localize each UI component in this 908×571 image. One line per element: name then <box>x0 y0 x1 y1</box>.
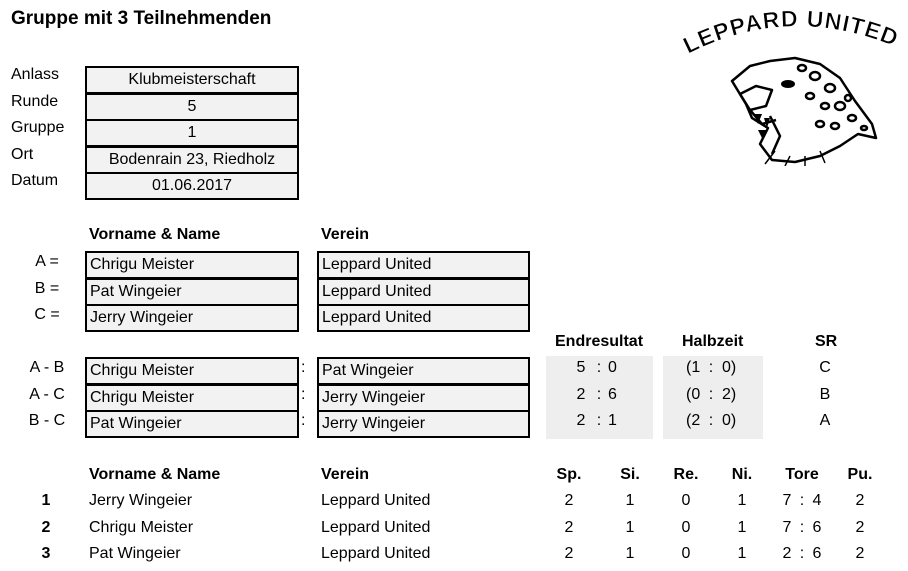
info-label: Datum <box>11 172 59 189</box>
match-away-field: Jerry Wingeier <box>317 384 530 412</box>
standing-points: 2 <box>855 492 865 509</box>
player-key: B = <box>34 279 60 297</box>
standing-rank: 3 <box>41 545 51 562</box>
standing-goals-for: 2 <box>782 545 792 562</box>
result-away: 0 <box>608 359 617 376</box>
players-name-header: Vorname & Name <box>89 226 221 243</box>
halftime-home: (0 <box>686 385 701 403</box>
standing-games: 2 <box>564 492 574 509</box>
result-separator: : <box>596 359 602 376</box>
info-value-field: 5 <box>85 93 299 121</box>
player-club-field: Leppard United <box>317 304 530 332</box>
standing-games: 2 <box>564 518 574 536</box>
games-header: Sp. <box>556 466 582 483</box>
standing-wins: 1 <box>625 545 635 562</box>
standing-club: Leppard United <box>321 545 431 562</box>
standing-games: 2 <box>564 545 574 562</box>
standing-losses: 1 <box>737 518 747 536</box>
result-separator: : <box>596 412 602 429</box>
info-value-field: Klubmeisterschaft <box>85 66 299 94</box>
player-name-field: Pat Wingeier <box>85 278 299 306</box>
match-away-field: Jerry Wingeier <box>317 410 530 438</box>
standing-points: 2 <box>855 518 865 536</box>
players-club-header: Verein <box>321 226 370 243</box>
result-away: 6 <box>608 385 617 403</box>
halftime-home: (1 <box>686 359 701 376</box>
match-separator: : <box>301 385 306 403</box>
standing-rank: 2 <box>41 518 51 536</box>
match-pair: A - C <box>29 385 65 403</box>
standing-draws: 0 <box>681 518 691 536</box>
standings-name-header: Vorname & Name <box>89 466 221 483</box>
standing-goals-separator: : <box>799 492 805 509</box>
goals-header: Tore <box>785 466 819 483</box>
draws-header: Re. <box>673 466 699 483</box>
standing-rank: 1 <box>41 492 51 509</box>
standings-club-header: Verein <box>321 466 370 483</box>
result-home: 2 <box>576 412 586 429</box>
player-name-field: Jerry Wingeier <box>85 304 299 332</box>
standing-goals-against: 6 <box>812 545 822 562</box>
match-away-field: Pat Wingeier <box>317 357 530 385</box>
standing-goals-for: 7 <box>782 492 792 509</box>
logo-text: LEPPARD UNITED <box>680 6 902 59</box>
halftime-away: 0) <box>722 359 737 376</box>
halftime-home: (2 <box>686 412 701 429</box>
standing-wins: 1 <box>625 492 635 509</box>
standing-goals-for: 7 <box>782 518 792 536</box>
info-value-field: 01.06.2017 <box>85 172 299 200</box>
standing-draws: 0 <box>681 492 691 509</box>
match-home-field: Chrigu Meister <box>85 357 299 385</box>
standing-losses: 1 <box>737 545 747 562</box>
standing-points: 2 <box>855 545 865 562</box>
standing-name: Pat Wingeier <box>89 545 181 562</box>
halftime-away: 2) <box>722 385 737 403</box>
standing-club: Leppard United <box>321 492 431 509</box>
match-pair: A - B <box>29 359 65 376</box>
leppard-logo <box>680 6 902 166</box>
standing-club: Leppard United <box>321 518 431 536</box>
halftime-separator: : <box>708 412 714 429</box>
halftime-separator: : <box>708 359 714 376</box>
standing-goals-against: 6 <box>812 518 822 536</box>
info-label: Gruppe <box>11 119 65 136</box>
standing-goals-separator: : <box>799 518 805 536</box>
info-value-field: Bodenrain 23, Riedholz <box>85 146 299 174</box>
match-referee: A <box>819 412 831 429</box>
match-home-field: Chrigu Meister <box>85 384 299 412</box>
standing-goals-against: 4 <box>812 492 822 509</box>
match-home-field: Pat Wingeier <box>85 410 299 438</box>
match-separator: : <box>301 412 306 429</box>
info-label: Anlass <box>11 66 60 83</box>
player-name-field: Chrigu Meister <box>85 251 299 279</box>
info-label: Runde <box>11 92 59 110</box>
referee-header: SR <box>815 333 838 350</box>
page-title: Gruppe mit 3 Teilnehmenden <box>11 8 272 29</box>
info-value-field: 1 <box>85 119 299 147</box>
standing-wins: 1 <box>625 518 635 536</box>
standing-draws: 0 <box>681 545 691 562</box>
player-club-field: Leppard United <box>317 278 530 306</box>
halftime-header: Halbzeit <box>682 333 744 350</box>
result-separator: : <box>596 385 602 403</box>
match-referee: B <box>819 385 831 403</box>
wins-header: Si. <box>620 466 640 483</box>
svg-text:LEPPARD UNITED <box>680 6 902 58</box>
match-pair: B - C <box>28 412 66 429</box>
halftime-separator: : <box>708 385 714 403</box>
halftime-away: 0) <box>722 412 737 429</box>
standing-name: Chrigu Meister <box>89 518 194 536</box>
player-club-field: Leppard United <box>317 251 530 279</box>
standing-name: Jerry Wingeier <box>89 492 193 509</box>
result-home: 5 <box>576 359 586 376</box>
match-referee: C <box>819 359 831 376</box>
points-header: Pu. <box>847 466 873 483</box>
info-label: Ort <box>11 145 34 163</box>
result-header: Endresultat <box>555 333 644 350</box>
leopard-icon <box>680 6 902 166</box>
losses-header: Ni. <box>731 466 753 483</box>
standing-goals-separator: : <box>799 545 805 562</box>
result-home: 2 <box>576 385 586 403</box>
match-separator: : <box>301 359 306 376</box>
player-key: A = <box>35 253 59 270</box>
player-key: C = <box>34 306 60 323</box>
standing-losses: 1 <box>737 492 747 509</box>
result-away: 1 <box>608 412 617 429</box>
